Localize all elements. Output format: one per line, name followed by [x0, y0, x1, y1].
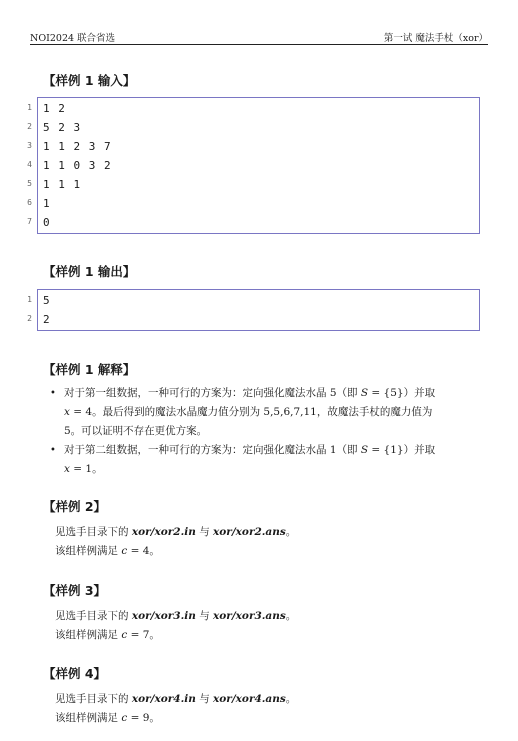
page-header: [30, 30, 488, 45]
sample4-body: 见选手目录下的 xor/xor4.in 与 xor/xor4.ans。 该组样例满足 c = 9。: [55, 693, 297, 724]
code-line: 0: [43, 216, 51, 229]
sample3-body: 见选手目录下的 xor/xor3.in 与 xor/xor3.ans。 该组样例满足 c = 7。: [55, 610, 297, 641]
sample1-input-box: [37, 97, 480, 234]
line-number: 1: [27, 103, 32, 112]
line-number: 5: [27, 179, 32, 188]
header-problem-name: 第一试 魔法手杖（xor）: [383, 33, 488, 44]
sample2-body: 见选手目录下的 xor/xor2.in 与 xor/xor2.ans。 该组样例满足 c = 4。: [55, 526, 297, 557]
sample1-output-box: [37, 289, 480, 331]
line-number: 6: [27, 198, 32, 207]
line-number: 4: [27, 160, 32, 169]
sample4-title: 【样例 4】: [43, 666, 107, 681]
sample3-input-file: xor/xor3.in: [131, 610, 196, 622]
sample3-title: 【样例 3】: [43, 583, 107, 598]
code-line: 1 1 1: [43, 178, 82, 191]
list-item: • 对于第二组数据，一种可行的方案为：定向强化魔法水晶 1（即 S = {1}）并取 x = 1。: [48, 441, 488, 479]
line-number: 1: [27, 295, 32, 304]
sample4-answer-file: xor/xor4.ans: [213, 693, 286, 705]
list-item: • 对于第一组数据，一种可行的方案为：定向强化魔法水晶 5（即 S = {5}）并取 x = 4。最后得到的魔法水晶魔力值分别为 5,5,6,7,11，故魔法手杖的魔力值为 5。可以证明不存在更优方案。: [48, 384, 488, 441]
bullet-icon: •: [50, 388, 56, 399]
sample2-input-file: xor/xor2.in: [131, 526, 196, 538]
code-line: 5: [43, 294, 51, 307]
line-number: 7: [27, 217, 32, 226]
sample1-input-title: 【样例 1 输入】: [43, 73, 136, 88]
code-line: 5 2 3: [43, 121, 82, 134]
sample4-input-file: xor/xor4.in: [131, 693, 196, 705]
line-number: 2: [27, 314, 32, 323]
line-number: 2: [27, 122, 32, 131]
code-line: 1 2: [43, 102, 66, 115]
code-line: 1 1 2 3 7: [43, 140, 112, 153]
sample1-explain-title: 【样例 1 解释】: [43, 362, 136, 377]
code-line: 1: [43, 197, 51, 210]
sample3-answer-file: xor/xor3.ans: [213, 610, 286, 622]
bullet-icon: •: [50, 445, 56, 456]
sample2-answer-file: xor/xor2.ans: [213, 526, 286, 538]
code-line: 1 1 0 3 2: [43, 159, 112, 172]
sample1-explain-list: [48, 384, 488, 479]
sample1-output-title: 【样例 1 输出】: [43, 264, 136, 279]
code-line: 2: [43, 313, 51, 326]
sample2-title: 【样例 2】: [43, 499, 107, 514]
header-contest-name: NOI2024 联合省选: [30, 33, 116, 44]
line-number: 3: [27, 141, 32, 150]
